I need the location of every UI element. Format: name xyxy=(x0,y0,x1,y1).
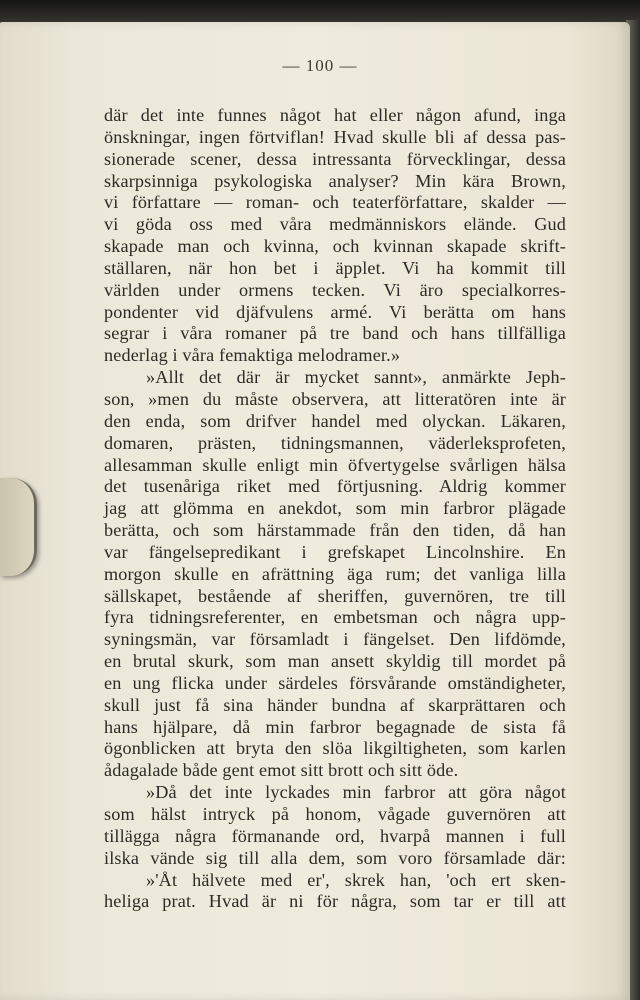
text-line: där det inte funnes något hat eller någon afund, inga xyxy=(104,105,566,125)
text-line: pondenter vid djäfvulens armé. Vi berätta om hans xyxy=(104,301,566,322)
text-line: en ung flicka under särdeles försvårande omständigheter, xyxy=(104,672,566,693)
text-line: skapade man och kvinna, och kvinnan skapade skrift- xyxy=(104,236,566,257)
text-line: syningsmän, var församladt i fängelset. Den lifdömde, xyxy=(104,629,566,650)
text-line: den enda, som drifver handel med olyckan. Läkaren, xyxy=(104,410,566,431)
text-line: jag att glömma en anekdot, som min farbror plägade xyxy=(104,498,566,519)
text-line: ådagalade både gent emot sitt brott och sitt öde. xyxy=(104,760,459,781)
text-line: »Då det inte lyckades min farbror att göra något xyxy=(146,782,566,803)
text-line: domaren, prästen, tidningsmannen, väderleksprofeten, xyxy=(104,432,566,453)
text-line: berätta, och som härstammade från den tiden, då han xyxy=(104,520,566,541)
text-line: fyra tidningsreferenter, en embetsman och några upp- xyxy=(104,607,566,628)
text-line: tillägga några förmanande ord, hvarpå mannen i full xyxy=(104,825,566,846)
text-line: vi göda oss med våra medmänniskors elände. Gud xyxy=(104,214,566,235)
text-line: nederlag i våra femaktiga melodramer.» xyxy=(104,345,401,366)
text-line: vi författare — roman- och teaterförfattare, skalder — xyxy=(104,192,566,213)
text-line: var fängelsepredikant i grefskapet Lincolnshire. En xyxy=(104,541,566,562)
text-line: ställaren, när hon bet i äpplet. Vi ha kommit till xyxy=(104,257,566,278)
text-line: sionerade scener, dessa intressanta förvecklingar, dessa xyxy=(104,148,566,169)
text-line: en brutal skurk, som man ansett skyldig till mordet på xyxy=(104,651,566,672)
text-line: ilska vände sig till alla dem, som voro församlade där: xyxy=(104,847,566,868)
text-line: heliga prat. Hvad är ni för några, som tar er till att xyxy=(104,891,566,912)
text-line: hans hjälpare, då min farbror begagnade de sista få xyxy=(104,716,566,737)
text-line: det tusenåriga riket med förtjusning. Aldrig kommer xyxy=(104,476,566,497)
text-line: skarpsinniga psykologiska analyser? Min kära Brown, xyxy=(104,170,566,191)
text-line: önskningar, ingen förtviflan! Hvad skulle bli af dessa pas- xyxy=(104,126,566,147)
text-line: skull just få sina händer bundna af skarprättaren och xyxy=(104,694,566,715)
text-line: ögonblicken att bryta den slöa likgiltigheten, som karlen xyxy=(104,738,566,759)
text-line: morgon skulle en afrättning äga rum; det vanliga lilla xyxy=(104,563,566,584)
page-number: — 100 — xyxy=(282,56,358,75)
text-line: som hälst intryck på honom, vågade guvernören att xyxy=(104,804,566,824)
text-line: son, »men du måste observera, att litteratören inte är xyxy=(104,388,566,409)
page-tab-marker xyxy=(0,478,37,576)
text-line: »Allt det där är mycket sannt», anmärkte Jeph- xyxy=(146,367,566,388)
text-line: allesamman skulle enligt min öfvertygelse svårligen hälsa xyxy=(104,454,566,475)
text-line: sällskapet, bestående af sheriffen, guvernören, tre till xyxy=(104,585,566,606)
text-line: segrar i våra romaner på tre band och hans tillfälliga xyxy=(104,323,566,344)
text-line: världen under ormens tecken. Vi äro specialkorres- xyxy=(104,279,566,300)
body-text xyxy=(104,105,566,913)
text-line: »'Åt hälvete med er', skrek han, 'och ert sken- xyxy=(146,869,566,890)
